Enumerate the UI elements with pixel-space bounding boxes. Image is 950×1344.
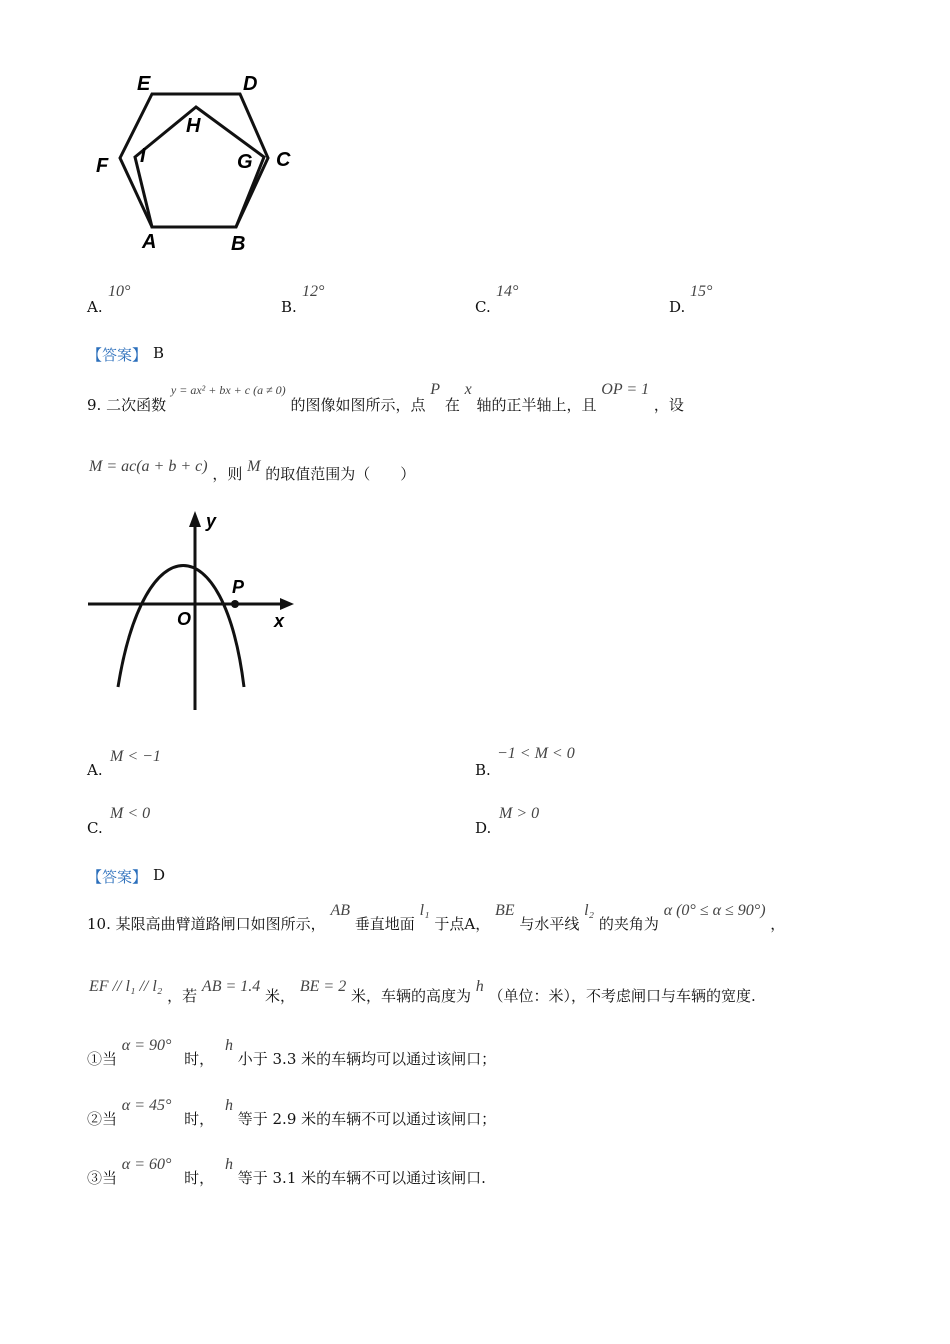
q10-text-a: 某限高曲臂道路闸口如图所示， [115, 915, 326, 933]
label-h: H [186, 115, 201, 137]
q10-text-d: 与水平线 [519, 915, 580, 933]
q8-option-a-value: 10° [108, 283, 131, 300]
q10-text-h: 米， [265, 987, 296, 1005]
q9-option-b-value: −1 < M < 0 [497, 745, 575, 762]
q10-formula-be: BE = 2 [299, 978, 347, 995]
q9-var-m: M [247, 458, 261, 475]
label-a: A [142, 231, 157, 253]
q9-option-c-label: C. [87, 819, 103, 837]
q10-item-3-mark: ③当 [87, 1169, 118, 1187]
q8-answer-tag: 【答案】 [87, 346, 148, 364]
q10-item-2-rest: 等于 2.9 米的车辆不可以通过该闸口； [237, 1110, 497, 1128]
q10-var-be: BE [494, 902, 515, 919]
q9-text-g: 的取值范围为（ ） [265, 465, 416, 483]
q9-answer-tag: 【答案】 [87, 868, 148, 886]
q8-answer: B [153, 344, 165, 362]
q10-text-f: ， [770, 915, 786, 933]
q10-var-l1: l₁ [419, 902, 430, 919]
q10-item-3 [87, 1153, 486, 1187]
q10-text-j: （单位：米），不考虑闸口与车辆的宽度. [488, 987, 756, 1005]
q10-formula-ef: EF // l₁ // l₂ [89, 978, 163, 995]
hexagon-pentagon-figure [80, 60, 320, 260]
q9-number: 9. [87, 396, 102, 414]
q9-option-b-label: B. [475, 761, 491, 779]
q10-formula-alpha: α (0° ≤ α ≤ 90°) [663, 902, 766, 919]
graph-label-y: y [206, 511, 217, 531]
label-f: F [96, 155, 109, 177]
q9-line-2 [89, 455, 416, 483]
q8-option-b-label: B. [281, 298, 297, 316]
label-b: B [231, 233, 246, 255]
q9-text-c: 在 [444, 396, 460, 414]
q10-text-i: 米，车辆的高度为 [350, 987, 471, 1005]
label-g: G [237, 151, 253, 173]
q10-item-3-cond: α = 60° [121, 1156, 172, 1173]
q10-number: 10. [87, 915, 111, 933]
point-p [231, 600, 239, 608]
q10-var-l2: l₂ [584, 902, 595, 919]
q9-formula-op: OP = 1 [601, 381, 650, 398]
q9-line-1 [87, 378, 684, 414]
y-axis-arrow [189, 511, 201, 527]
q10-line-2 [89, 975, 756, 1005]
q10-line-1 [87, 899, 786, 933]
q8-option-d-value: 15° [690, 283, 713, 300]
q8-option-d-label: D. [669, 298, 686, 316]
q9-option-d-label: D. [475, 819, 492, 837]
q9-text-d: 轴的正半轴上，且 [476, 396, 597, 414]
q8-option-b-value: 12° [302, 283, 325, 300]
q10-item-2-when: 时， [184, 1110, 215, 1128]
q8-option-c-label: C. [475, 298, 491, 316]
q9-option-a-value: M < −1 [110, 748, 161, 765]
q9-option-c-value: M < 0 [110, 805, 151, 822]
x-axis-arrow [280, 598, 294, 610]
q10-item-3-rest: 等于 3.1 米的车辆不可以通过该闸口. [237, 1169, 486, 1187]
q9-text-f: ，则 [212, 465, 243, 483]
q10-item-1 [87, 1034, 497, 1068]
q10-var-h: h [475, 978, 484, 995]
q9-option-a-label: A. [87, 761, 103, 779]
q8-option-a-label: A. [87, 298, 103, 316]
q10-item-3-when: 时， [184, 1169, 215, 1187]
q10-item-2-cond: α = 45° [121, 1097, 172, 1114]
q10-item-2-h: h [224, 1097, 233, 1114]
q10-text-g: ，若 [167, 987, 198, 1005]
q9-answer: D [153, 866, 166, 884]
q9-var-p: P [430, 381, 441, 398]
q10-item-1-cond: α = 90° [121, 1037, 172, 1054]
q10-item-2-mark: ②当 [87, 1110, 118, 1128]
q9-formula-m: M = ac(a + b + c) [89, 458, 208, 475]
label-d: D [243, 73, 258, 95]
graph-label-o: O [177, 609, 192, 629]
q9-text-b: 的图像如图所示，点 [290, 396, 426, 414]
q9-option-d-value: M > 0 [499, 805, 540, 822]
q10-item-3-h: h [224, 1156, 233, 1173]
q9-text-a: 二次函数 [106, 396, 167, 414]
q10-item-1-when: 时， [184, 1050, 215, 1068]
q10-item-1-h: h [224, 1037, 233, 1054]
q10-item-1-rest: 小于 3.3 米的车辆均可以通过该闸口； [237, 1050, 497, 1068]
q10-text-e: 的夹角为 [598, 915, 659, 933]
graph-label-p: P [232, 577, 245, 597]
q9-formula-y: y = ax² + bx + c (a ≠ 0) [170, 383, 286, 397]
label-e: E [137, 73, 151, 95]
q9-text-e: ，设 [653, 396, 684, 414]
q9-var-x: x [464, 381, 472, 398]
label-c: C [276, 149, 291, 171]
q10-text-b: 垂直地面 [354, 915, 415, 933]
parabola-graph [84, 505, 304, 715]
q10-item-2 [87, 1094, 497, 1128]
label-i: I [140, 145, 146, 167]
q10-formula-ab: AB = 1.4 [201, 978, 261, 995]
q10-item-1-mark: ①当 [87, 1050, 118, 1068]
graph-label-x: x [274, 611, 285, 631]
q10-var-ab: AB [330, 902, 350, 919]
q8-option-c-value: 14° [496, 283, 519, 300]
q10-text-c: 于点A， [434, 915, 491, 933]
